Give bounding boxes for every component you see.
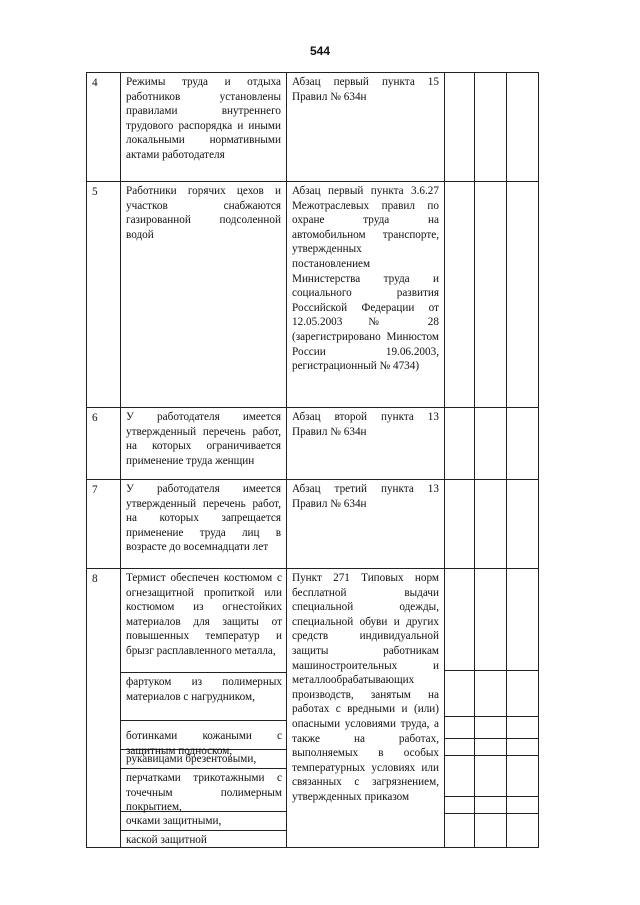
answer-yes-cell[interactable] bbox=[445, 756, 474, 797]
answer-no-cell[interactable] bbox=[475, 797, 506, 814]
legal-basis: Абзац первый пункта 15 Правил № 634н bbox=[287, 73, 445, 182]
ppe-item: ботинками кожаными с защитным подноском, bbox=[121, 721, 286, 750]
answer-na-cell[interactable] bbox=[507, 797, 538, 814]
answer-yes-cell[interactable] bbox=[445, 480, 475, 569]
ppe-item: фартуком из полимерных материалов с нагрудником, bbox=[121, 673, 286, 721]
answer-no-cell[interactable] bbox=[475, 182, 507, 408]
table-row bbox=[87, 182, 539, 408]
answer-na-cell[interactable] bbox=[507, 717, 538, 739]
answer-yes-cell[interactable] bbox=[445, 73, 475, 182]
answer-na-cell[interactable] bbox=[507, 814, 538, 828]
answer-na-cell[interactable] bbox=[507, 569, 538, 671]
answer-yes-cell[interactable] bbox=[445, 408, 475, 480]
legal-basis: Абзац первый пункта 3.6.27 Межотраслевых правил по охране труда на автомобильном транспорте, утвержденных постановлением Министерства труда и социального развития Российской Федерации от 12.05.2003 № 28 (зарегистрировано Минюстом России 19.06.2003, регистрационный № 4734) bbox=[287, 182, 445, 408]
legal-basis: Абзац третий пункта 13 Правил № 634н bbox=[287, 480, 445, 569]
answer-no-cell[interactable] bbox=[475, 671, 506, 717]
answer-na-cell[interactable] bbox=[507, 671, 538, 717]
answer-no-cell[interactable] bbox=[475, 480, 507, 569]
answer-yes-cell[interactable] bbox=[445, 671, 474, 717]
requirement-items bbox=[121, 569, 287, 848]
answer-na-cell[interactable] bbox=[507, 408, 539, 480]
answer-yes-cell[interactable] bbox=[445, 717, 474, 739]
requirement-text: У работодателя имеется утвержденный перечень работ, на которых ограничивается применение труда женщин bbox=[121, 408, 287, 480]
answer-yes-cell[interactable] bbox=[445, 797, 474, 814]
answer-na-column bbox=[507, 569, 539, 848]
table-row bbox=[87, 480, 539, 569]
answer-yes-cell[interactable] bbox=[445, 182, 475, 408]
ppe-item: Термист обеспечен костюмом с огнезащитной пропиткой или костюмом из огнестойких материалов для защиты от повышенных температур и брызг расплавленного металла, bbox=[121, 569, 286, 673]
ppe-item: рукавицами брезентовыми, bbox=[121, 750, 286, 769]
answer-yes-cell[interactable] bbox=[445, 739, 474, 756]
answer-no-cell[interactable] bbox=[475, 739, 506, 756]
table-row bbox=[87, 73, 539, 182]
answer-na-cell[interactable] bbox=[507, 739, 538, 756]
answer-no-cell[interactable] bbox=[475, 569, 506, 671]
answer-no-column bbox=[475, 569, 507, 848]
row-number: 7 bbox=[87, 480, 121, 569]
legal-basis: Пункт 271 Типовых норм бесплатной выдачи специальной одежды, специальной обуви и других средств индивидуальной защиты работникам машиностроительных и металлообрабатывающих производств, занятым на работах с вредными и (или) опасными условиями труда, а также на работах, выполняемых в особых температурных условиях или связанных с загрязнением, утвержденных приказом bbox=[287, 569, 445, 848]
checklist-table bbox=[86, 72, 539, 848]
answer-na-cell[interactable] bbox=[507, 182, 539, 408]
row-number: 4 bbox=[87, 73, 121, 182]
answer-no-cell[interactable] bbox=[475, 756, 506, 797]
requirement-text: У работодателя имеется утвержденный перечень работ, на которых запрещается применение труда лиц в возрасте до восемнадцати лет bbox=[121, 480, 287, 569]
requirement-text: Работники горячих цехов и участков снабжаются газированной подсоленной водой bbox=[121, 182, 287, 408]
answer-yes-cell[interactable] bbox=[445, 814, 474, 828]
ppe-item: перчатками трикотажными с точечным полимерным покрытием, bbox=[121, 769, 286, 812]
row-number: 6 bbox=[87, 408, 121, 480]
legal-basis: Абзац второй пункта 13 Правил № 634н bbox=[287, 408, 445, 480]
requirement-text: Режимы труда и отдыха работников установлены правилами внутреннего трудового распорядка и иными локальными нормативными актами работодателя bbox=[121, 73, 287, 182]
ppe-item: очками защитными, bbox=[121, 812, 286, 831]
ppe-item: каской защитной bbox=[126, 834, 207, 846]
answer-no-cell[interactable] bbox=[475, 717, 506, 739]
answer-no-cell[interactable] bbox=[475, 408, 507, 480]
answer-yes-column bbox=[445, 569, 475, 848]
page-number: 544 bbox=[309, 44, 331, 58]
answer-yes-cell[interactable] bbox=[445, 569, 474, 671]
answer-na-cell[interactable] bbox=[507, 73, 539, 182]
table-row bbox=[87, 408, 539, 480]
row-number: 8 bbox=[87, 569, 121, 848]
answer-no-cell[interactable] bbox=[475, 814, 506, 828]
row-number: 5 bbox=[87, 182, 121, 408]
answer-no-cell[interactable] bbox=[475, 73, 507, 182]
answer-na-cell[interactable] bbox=[507, 480, 539, 569]
table-row bbox=[87, 569, 539, 848]
answer-na-cell[interactable] bbox=[507, 756, 538, 797]
